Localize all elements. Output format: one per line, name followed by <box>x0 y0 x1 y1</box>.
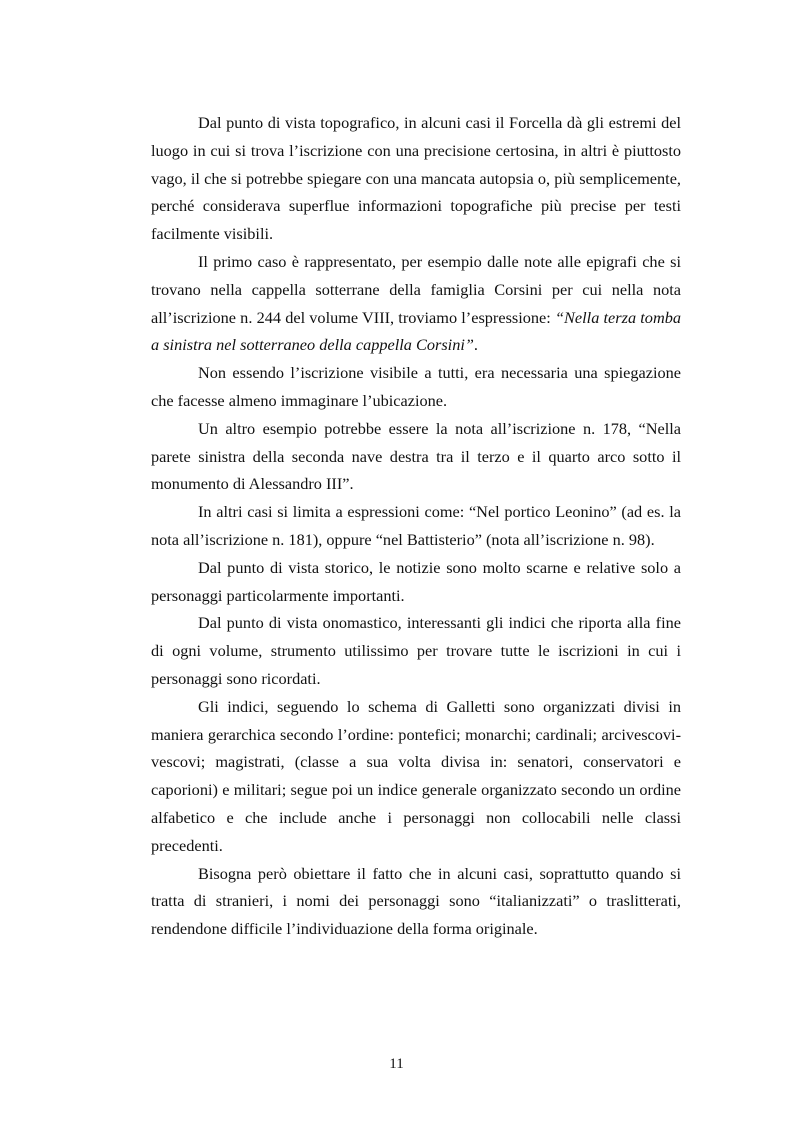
quoted-inscription-note: “Nella terza tomba a sinistra nel sotterraneo della cappella Corsini” <box>151 307 681 355</box>
paragraph-indici: Gli indici, seguendo lo schema di Galletti sono organizzati divisi in maniera gerarchica secondo l’ordine: pontefici; monarchi; cardinali; arcivescovi-vescovi; magistrati, (classe a sua volta divisa in: senatori, conservatori e caporioni) e militari; segue poi un indice generale organizzato secondo un ordine alfabetico e che include anche i personaggi non collocabili nelle classi precedenti. <box>151 696 681 855</box>
paragraph-altri-casi: In altri casi si limita a espressioni come: “Nel portico Leonino” (ad es. la nota all’iscrizione n. 181), oppure “nel Battisterio” (nota all’iscrizione n. 98). <box>151 502 681 549</box>
body-text <box>151 109 681 943</box>
paragraph-primo-caso-end: . <box>473 335 478 355</box>
paragraph-storico: Dal punto di vista storico, le notizie sono molto scarne e relative solo a personaggi particolarmente importanti. <box>151 557 681 605</box>
paragraph-primo-caso-text: Il primo caso è rappresentato, per esempio dalle note alle epigrafi che si trovano nella cappella sotterrane della famiglia Corsini per cui nella nota all’iscrizione n. 244 del volume VIII, troviamo l’espressione: <box>151 251 681 327</box>
paragraph-onomastico: Dal punto di vista onomastico, interessanti gli indici che riporta alla fine di ogni volume, strumento utilissimo per trovare tutte le iscrizioni in cui i personaggi sono ricordati. <box>151 613 681 688</box>
page-number: 11 <box>389 1056 404 1072</box>
paragraph-obiettare: Bisogna però obiettare il fatto che in alcuni casi, soprattutto quando si tratta di stranieri, i nomi dei personaggi sono “italianizzati” o traslitterati, rendendone difficile l’individuazione della forma originale. <box>151 863 681 939</box>
paragraph-primo-caso <box>151 248 681 359</box>
paragraph-non-essendo: Non essendo l’iscrizione visibile a tutti, era necessaria una spiegazione che facesse almeno immaginare l’ubicazione. <box>151 363 681 410</box>
paragraph-altro-esempio: Un altro esempio potrebbe essere la nota all’iscrizione n. 178, “Nella parete sinistra della seconda nave destra tra il terzo e il quarto arco sotto il monumento di Alessandro III”. <box>151 418 681 494</box>
paragraph-topografico: Dal punto di vista topografico, in alcuni casi il Forcella dà gli estremi del luogo in cui si trova l’iscrizione con una precisione certosina, in altri è piuttosto vago, il che si potrebbe spiegare con una mancata autopsia o, più semplicemente, perché considerava superflue informazioni topografiche più precise per testi facilmente visibili. <box>151 113 681 244</box>
